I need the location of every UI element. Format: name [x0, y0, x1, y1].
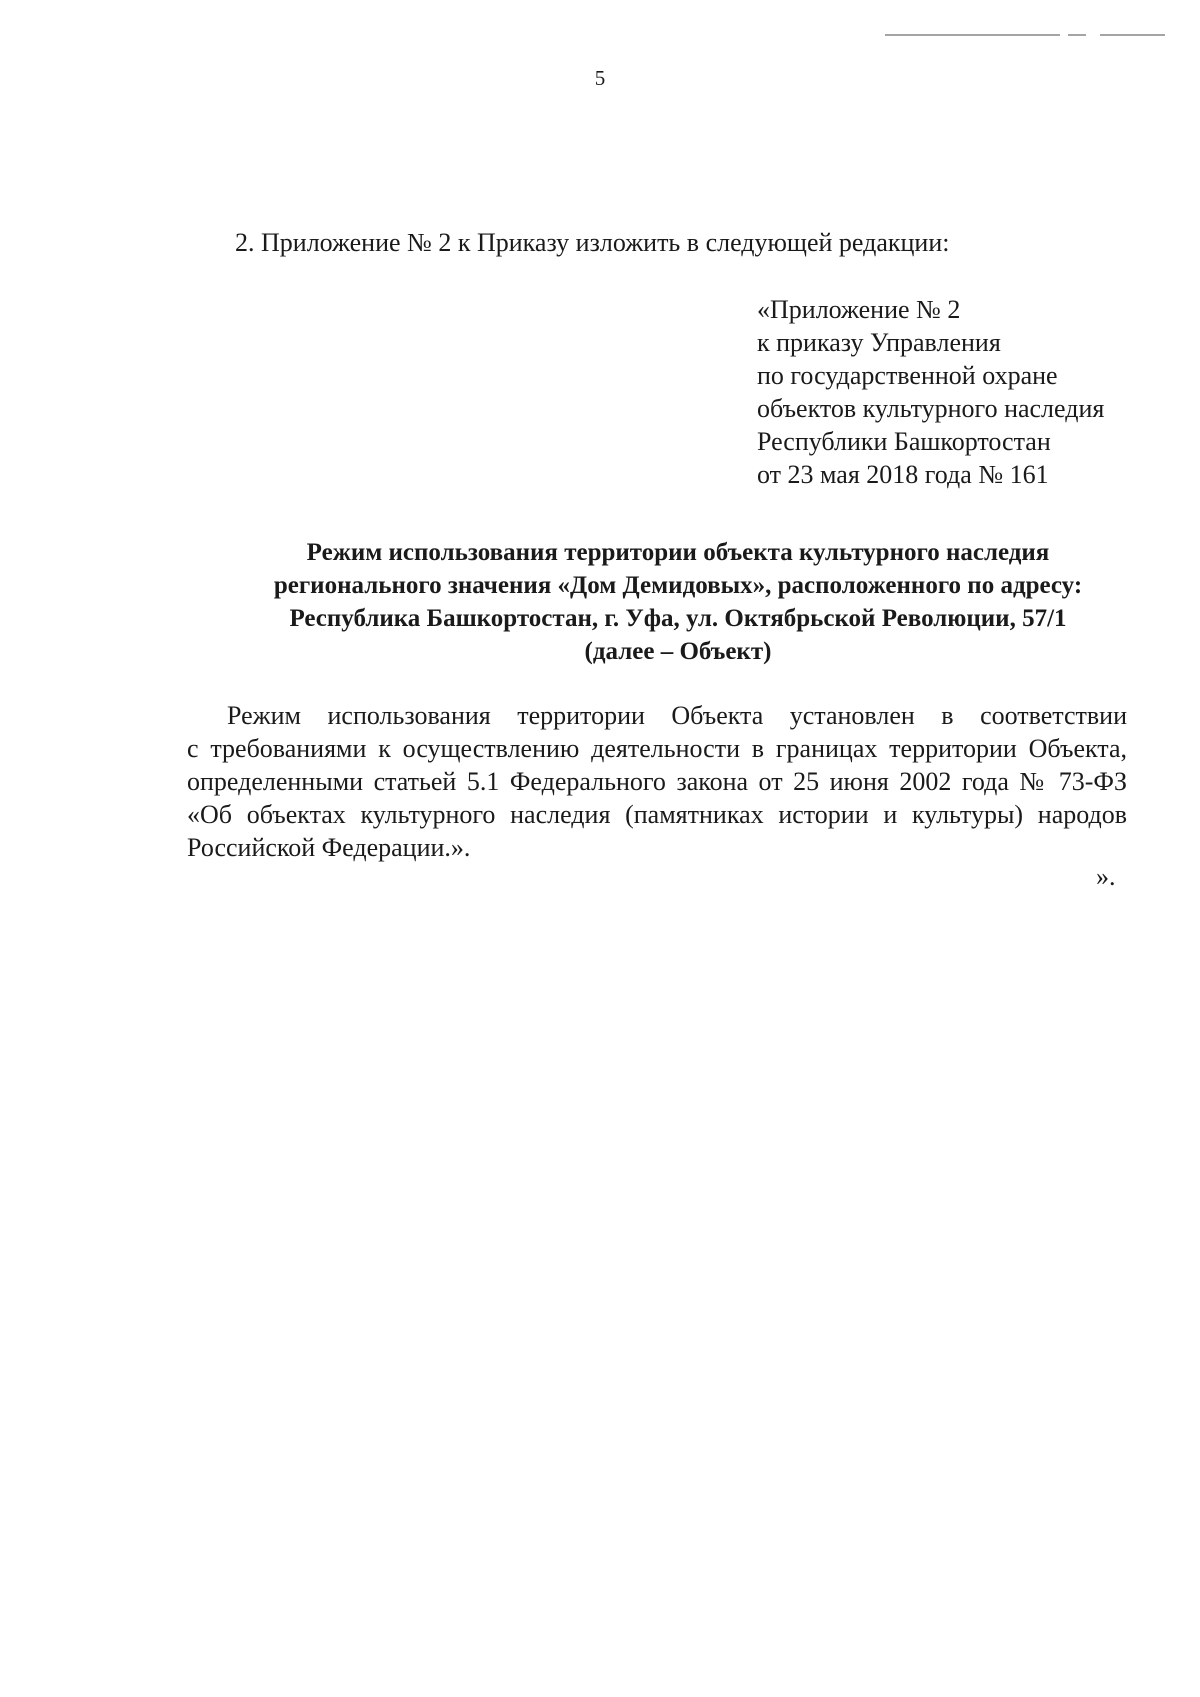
appendix-line: по государственной охране [757, 361, 1058, 390]
title-line: Режим использования территории объекта культурного наследия [306, 539, 1050, 566]
body-paragraph [187, 699, 1127, 864]
page-number: 5 [594, 66, 606, 90]
appendix-line: «Приложение № 2 [757, 295, 961, 324]
scan-artifact-line [1068, 34, 1086, 36]
scan-artifact-line [1100, 34, 1165, 36]
document-title [150, 536, 1200, 668]
intro-paragraph: 2. Приложение № 2 к Приказу изложить в следующей редакции: [235, 228, 950, 257]
appendix-line: от 23 мая 2018 года № 161 [757, 460, 1049, 489]
body-line: определенными статьей 5.1 Федерального закона от 25 июня 2002 года № 73-ФЗ [187, 767, 1127, 796]
title-line: (далее – Объект) [584, 638, 772, 665]
title-line: регионального значения «Дом Демидовых», расположенного по адресу: [273, 572, 1083, 599]
closing-quote: ». [1096, 862, 1116, 891]
appendix-line: Республики Башкортостан [757, 427, 1051, 456]
body-line: Российской Федерации.». [187, 833, 471, 862]
appendix-header [757, 293, 1104, 491]
body-line: «Об объектах культурного наследия (памятниках истории и культуры) народов [187, 800, 1127, 829]
appendix-line: к приказу Управления [757, 328, 1001, 357]
title-line: Республика Башкортостан, г. Уфа, ул. Октябрьской Революции, 57/1 [289, 605, 1067, 632]
appendix-line: объектов культурного наследия [757, 394, 1105, 423]
body-line: с требованиями к осуществлению деятельности в границах территории Объекта, [187, 734, 1127, 763]
body-line: Режим использования территории Объекта установлен в соответствии [227, 701, 1127, 730]
scan-artifact-line [885, 34, 1060, 36]
